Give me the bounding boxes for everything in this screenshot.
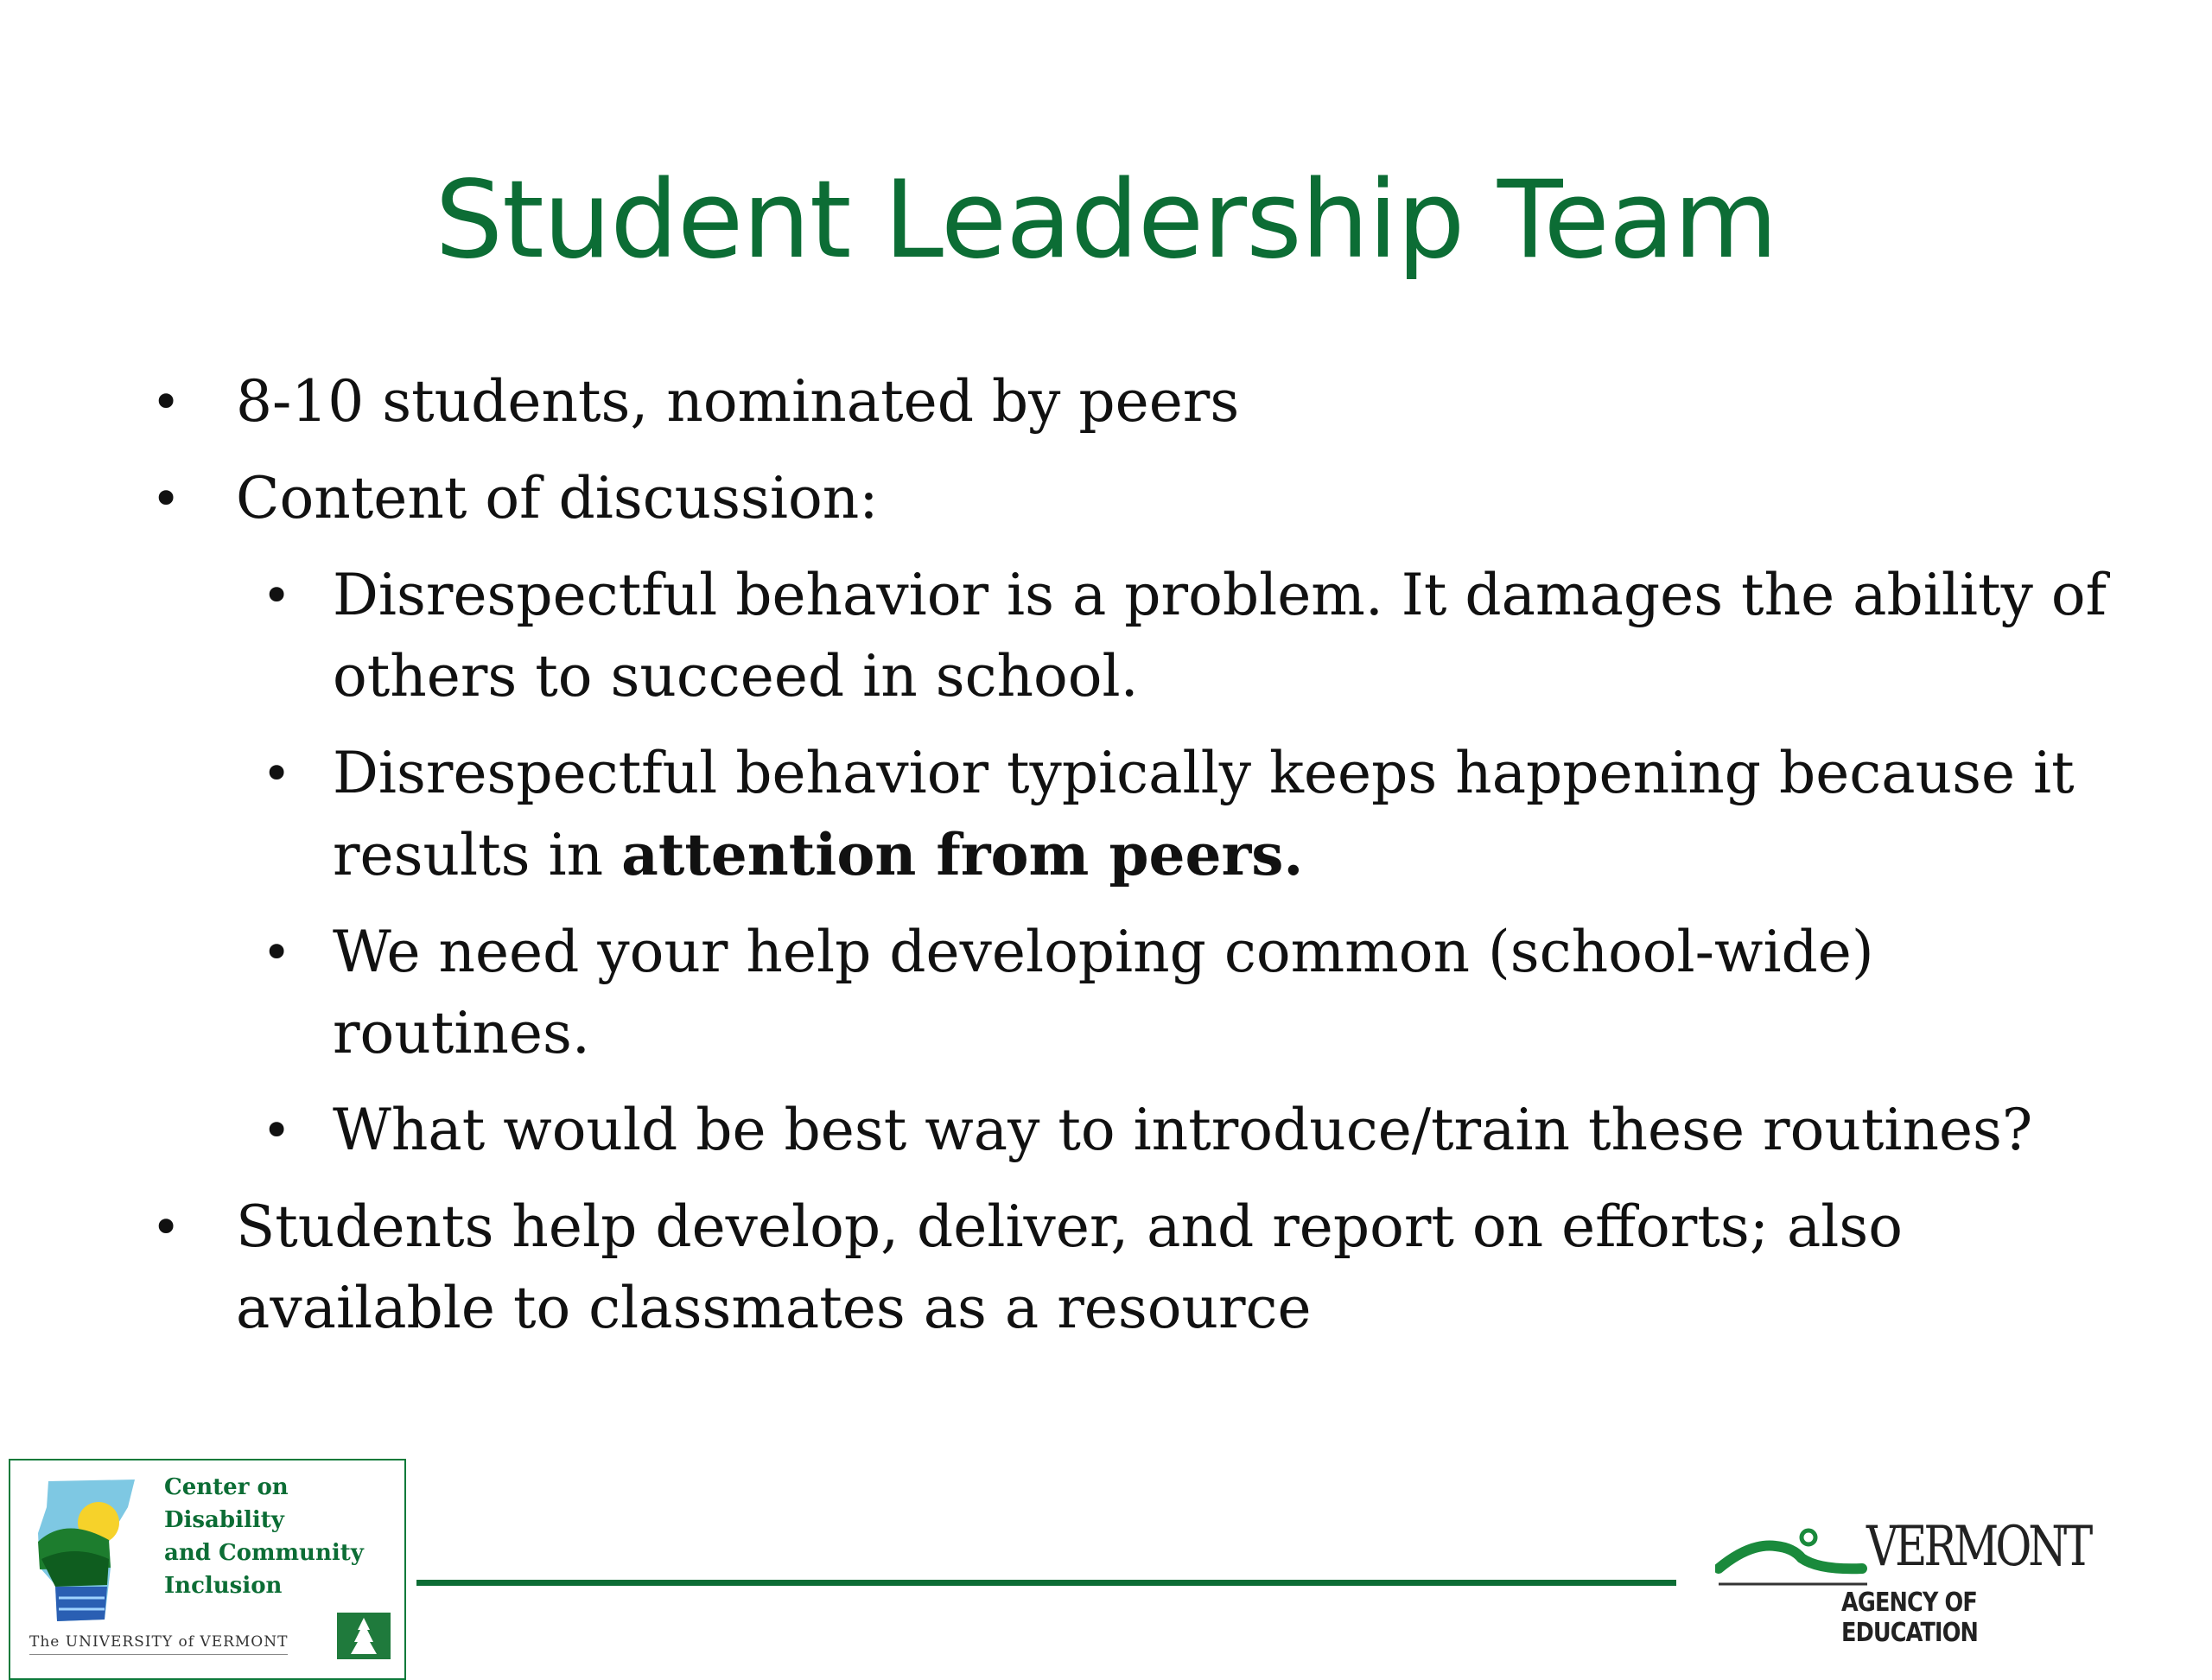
vermont-agency-logo [1715,1515,2113,1648]
mountain-icon [1715,1517,1871,1586]
agency-wordmark: AGENCY OF EDUCATION [1841,1588,1979,1648]
sub-bullet-item [151,1090,2121,1171]
bullet-text: We need your help developing common (school-wide) routines. [333,919,1874,1066]
cdci-name: Center on Disability and Community Inclusion [164,1474,364,1599]
bullet-marker: • [151,469,181,528]
bullet-marker: • [151,372,181,431]
bullet-item [151,1187,2121,1349]
university-seal-icon [337,1613,391,1659]
vermont-wordmark: VERMONT [1866,1515,2090,1579]
bullet-text: Disrespectful behavior is a problem. It damages the ability of others to succeed in school. [333,562,2107,710]
bullet-marker: • [262,923,292,982]
university-name: The UNIVERSITY of VERMONT [29,1633,288,1655]
slide-title: Student Leadership Team [435,158,1777,283]
cdci-logo [9,1459,406,1680]
bullet-text: 8-10 students, nominated by peers [236,368,1240,435]
bullet-item [151,458,2121,539]
bullet-text: Content of discussion: [236,465,879,531]
bullet-item [151,361,2121,442]
bullet-text: Students help develop, deliver, and report on efforts; also available to classmates as a resource [236,1193,1904,1341]
bullet-text: What would be best way to introduce/train these routines? [333,1097,2033,1163]
vermont-map-icon [22,1473,152,1628]
bullet-marker: • [262,1101,292,1160]
footer-rule [416,1580,1676,1586]
bullet-emphasis: attention from peers. [621,821,1304,888]
sub-bullet-item [151,555,2121,717]
sub-bullet-item [151,733,2121,896]
bullet-list [151,361,2121,1365]
bullet-marker: • [262,566,292,625]
bullet-text: Disrespectful behavior typically keeps happening because it results in [333,740,2075,888]
bullet-marker: • [151,1198,181,1257]
sub-bullet-item [151,912,2121,1074]
bullet-marker: • [262,744,292,803]
